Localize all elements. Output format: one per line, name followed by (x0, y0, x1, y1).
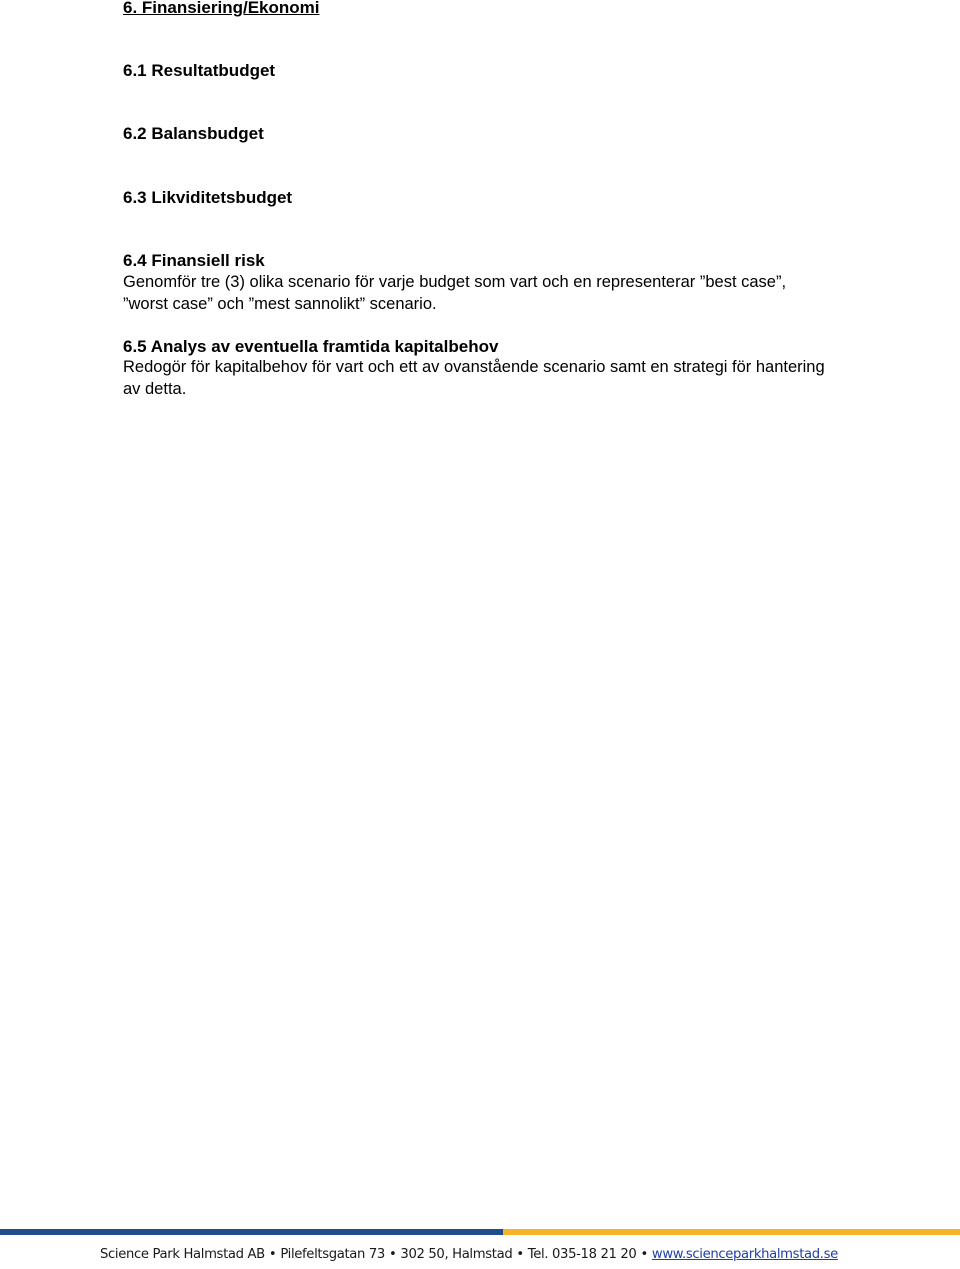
footer-color-bar (0, 1229, 960, 1235)
footer-company: Science Park Halmstad AB (100, 1247, 265, 1262)
subsection-heading-resultatbudget: 6.1 Resultatbudget (123, 61, 276, 80)
section-heading: 6. Finansiering/Ekonomi (123, 0, 320, 17)
footer-separator: • (268, 1247, 277, 1262)
paragraph-kapitalbehov: Redogör för kapitalbehov för vart och ett av ovanstående scenario samt en strategi för hantering av detta. (123, 358, 825, 398)
subsection-heading-balansbudget: 6.2 Balansbudget (123, 124, 264, 143)
footer-phone: Tel. 035-18 21 20 (527, 1247, 637, 1262)
subsection-heading-kapitalbehov: 6.5 Analys av eventuella framtida kapitalbehov (123, 337, 499, 356)
footer-separator: • (388, 1247, 397, 1262)
footer-separator: • (640, 1247, 648, 1262)
paragraph-finansiell-risk: Genomför tre (3) olika scenario för varje budget som vart och en representerar ”best case”, ”worst case” och ”mest sannolikt” scenario. (123, 273, 787, 313)
footer-address: Pilefeltsgatan 73 (280, 1247, 385, 1262)
footer-postal: 302 50, Halmstad (400, 1247, 513, 1262)
subsection-heading-finansiell-risk: 6.4 Finansiell risk (123, 251, 265, 270)
footer-bar-gold (503, 1229, 960, 1235)
subsection-heading-likviditetsbudget: 6.3 Likviditetsbudget (123, 188, 293, 207)
footer-contact-line (100, 1247, 838, 1262)
footer-bar-blue (0, 1229, 503, 1235)
footer-separator: • (516, 1247, 524, 1262)
footer-website-link[interactable]: www.scienceparkhalmstad.se (651, 1247, 838, 1262)
